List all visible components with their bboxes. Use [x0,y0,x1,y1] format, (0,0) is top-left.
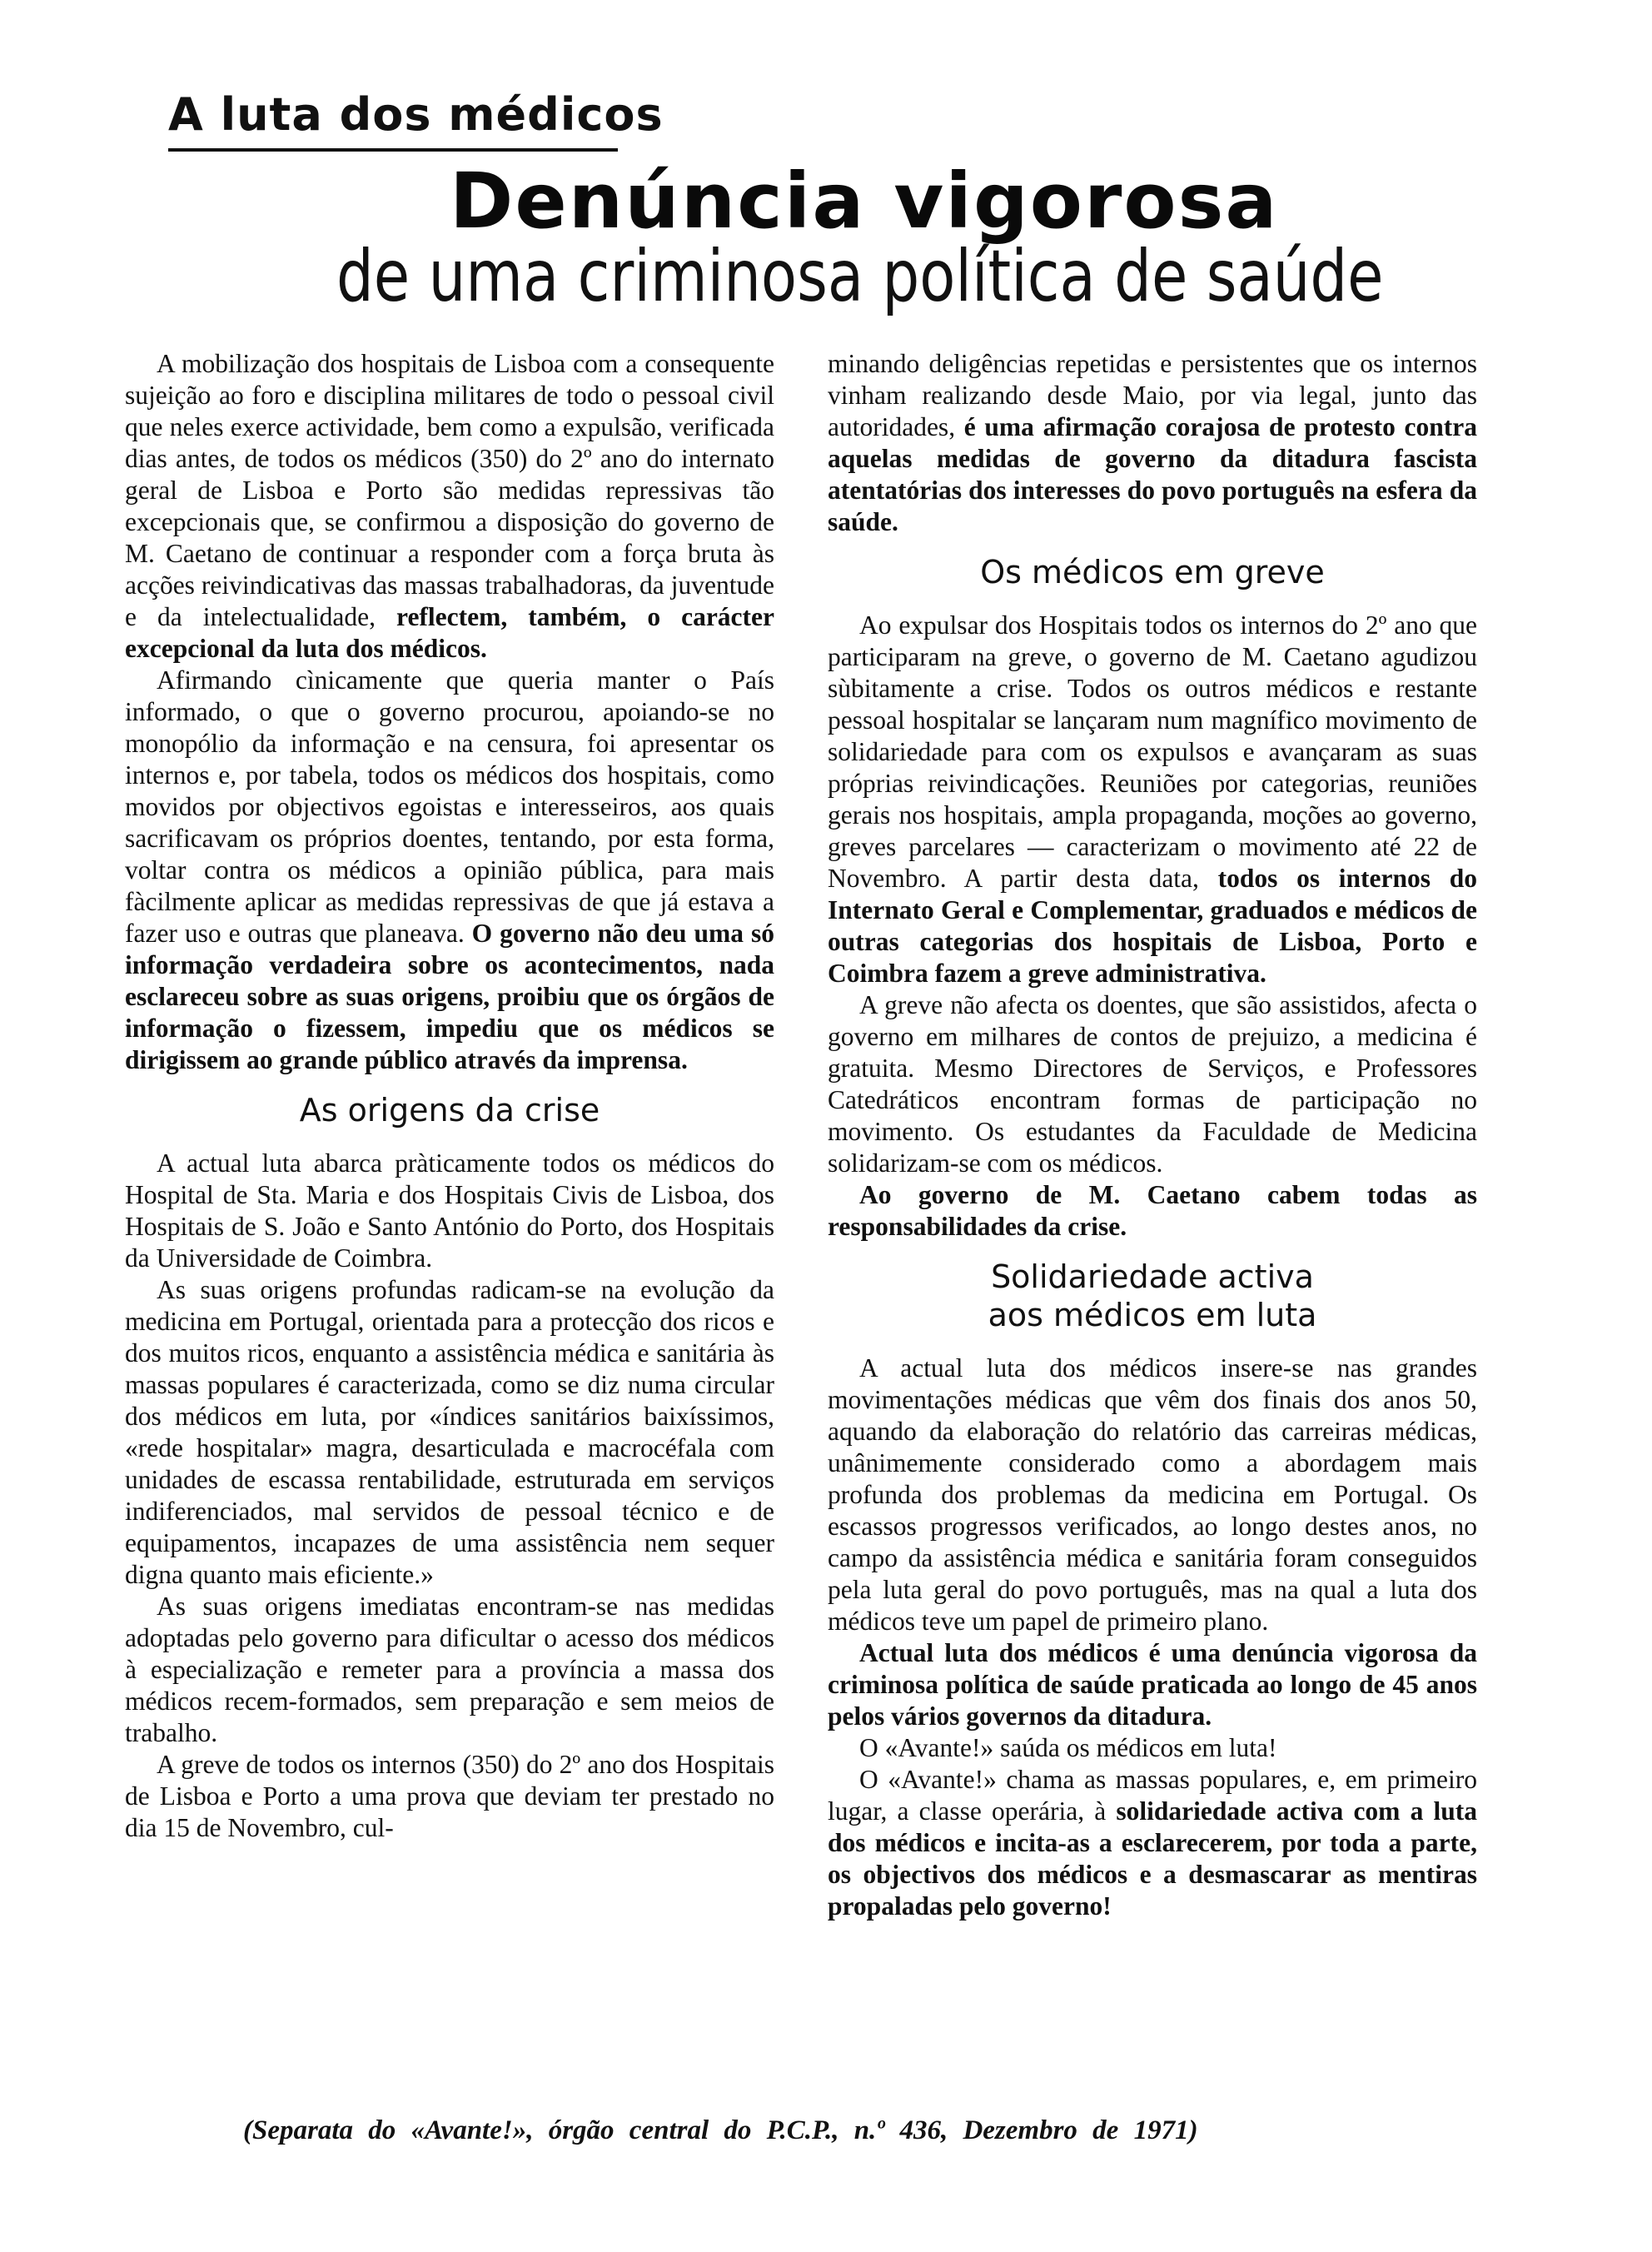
paragraph-bold-text: é uma afirmação corajosa de protesto contra aquelas medidas de governo da ditadura fascista atentatórias dos interesses do povo português na esfera da saúde. [828,412,1478,536]
section-heading-line: Solidariedade activa [991,1258,1314,1295]
headline: Denúncia vigorosa [450,157,1279,246]
paragraph [828,610,1477,989]
paragraph-text: Afirmando cìnicamente que queria manter o País informado, o que o governo procurou, apoiando-se no monopólio da informação e na censura, foi apresentar os internos e, por tabela, todos os médicos dos hospitais, como movidos por objectivos egoistas e interesseiros, aos quais sacrificavam os próprios doentes, tentando, por esta forma, voltar contra os médicos a opinião pública, para mais fàcilmente aplicar as medidas repressivas de que já estava a fazer uso e outras que planeava. [125,665,774,948]
section-heading-origins: As origens da crise [299,1092,600,1128]
paragraph: As suas origens profundas radicam-se na evolução da medicina em Portugal, orientada para a protecção dos ricos e dos muitos ricos, enquanto a assistência médica e sanitária às massas populares é caracterizada, como se diz numa circular dos médicos em luta, por «índices sanitários baixíssimos, «rede hospitalar» magra, desarticulada e macrocéfala com unidades de escassa rentabilidade, estruturada em serviços indiferenciados, mal servidos de pessoal técnico e de equipamentos, incapazes de uma assistência nem sequer digna quanto mais eficiente.» [125,1275,774,1589]
paragraph-bold-text: todos os internos do Internato Geral e Complementar, graduados e médicos de outras categorias dos hospitais de Lisboa, Porto e Coimbra fazem a greve administrativa. [828,864,1477,988]
paragraph [125,348,774,665]
kicker-title: A luta dos médicos [168,88,664,141]
paragraph: Ao governo de M. Caetano cabem todas as responsabilidades da crise. [828,1180,1477,1241]
kicker-underline [168,148,618,152]
paragraph: A greve de todos os internos (350) do 2º ano dos Hospitais de Lisboa e Porto a uma prova que deviam ter prestado no dia 15 de Novembro, cul- [125,1750,774,1842]
paragraph-bold-text: O governo não deu uma só informação verdadeira sobre os acontecimentos, nada esclareceu sobre as suas origens, proibiu que os órgãos de informação o fizessem, impediu que os médicos se dirigissem ao grande público através da imprensa. [125,919,774,1074]
paragraph-text: O «Avante!» chama as massas populares, e, em primeiro lugar, a classe operária, à [828,1765,1477,1826]
section-heading-solidarity [828,1258,1477,1334]
paragraph: Actual luta dos médicos é uma denúncia vigorosa da criminosa política de saúde praticada ao longo de 45 anos pelos vários governos da ditadura. [828,1638,1477,1731]
paragraph [828,1764,1477,1922]
subheadline: de uma criminosa política de saúde [336,235,1384,318]
paragraph: A greve não afecta os doentes, que são assistidos, afecta o governo em milhares de contos de prejuizo, a medicina é gratuita. Mesmo Directores de Serviços, e Professores Catedráticos encontram formas de participação no movimento. Os estudantes da Faculdade de Medicina solidarizam-se com os médicos. [828,990,1477,1178]
section-heading-strike: Os médicos em greve [980,554,1325,590]
paragraph: A actual luta abarca pràticamente todos os médicos do Hospital de Sta. Maria e dos Hospitais Civis de Lisboa, dos Hospitais de S. João e Santo António do Porto, dos Hospitais da Universidade de Coimbra. [125,1148,774,1273]
paragraph: A actual luta dos médicos insere-se nas grandes movimentações médicas que vêm dos finais dos anos 50, aquando da elaboração do relatório das carreiras médicas, unânimemente considerado como a abordagem mais profunda dos problemas da medicina em Portugal. Os escassos progressos verificados, ao longo destes anos, no campo da assistência médica e sanitária foram conseguidos pela luta geral do povo português, mas na qual a luta dos médicos teve um papel de primeiro plano. [828,1353,1477,1636]
footer-credit: (Separata do «Avante!», órgão central do P.C.P., n.º 436, Dezembro de 1971) [243,2115,1198,2145]
paragraph-bold-text: solidariedade activa com a luta dos médicos e incita-as a esclarecerem, por toda a parte, os objectivos dos médicos e a desmascarar as mentiras propaladas pelo governo! [828,1796,1478,1921]
paragraph [125,665,774,1076]
right-column [828,348,1477,1922]
paragraph-text: A mobilização dos hospitais de Lisboa com a consequente sujeição ao foro e disciplina militares de todo o pessoal civil que neles exerce actividade, bem como a expulsão, verificada dias antes, de todos os médicos (350) do 2º ano do internato geral de Lisboa e Porto são medidas repressivas tão excepcionais que, se confirmou a disposição do governo de M. Caetano de continuar a responder com a força bruta às acções reivindicativas das massas trabalhadoras, da juventude e da intelectualidade, [125,349,774,631]
paragraph-bold-text: reflectem, também, o carácter excepcional da luta dos médicos. [125,602,774,663]
section-heading-line: aos médicos em luta [988,1297,1317,1333]
paragraph [828,348,1477,538]
paragraph: O «Avante!» saúda os médicos em luta! [859,1733,1277,1762]
paragraph-text: minando deligências repetidas e persistentes que os internos vinham realizando desde Maio, por via legal, junto das autoridades, [828,349,1477,441]
left-column [125,348,774,1844]
paragraph-text: Ao expulsar dos Hospitais todos os internos do 2º ano que participaram na greve, o governo de M. Caetano agudizou sùbitamente a crise. Todos os outros médicos e restante pessoal hospitalar se lançaram num magnífico movimento de solidariedade para com os expulsos e avançaram as suas próprias reivindicações. Reuniões por categorias, reuniões gerais nos hospitais, ampla propaganda, moções ao governo, greves parcelares — caracterizam o movimento até 22 de Novembro. A partir desta data, [828,610,1477,893]
paragraph: As suas origens imediatas encontram-se nas medidas adoptadas pelo governo para dificultar o acesso dos médicos à especialização e remeter para a província a massa dos médicos recem-formados, sem preparação e sem meios de trabalho. [125,1592,774,1747]
